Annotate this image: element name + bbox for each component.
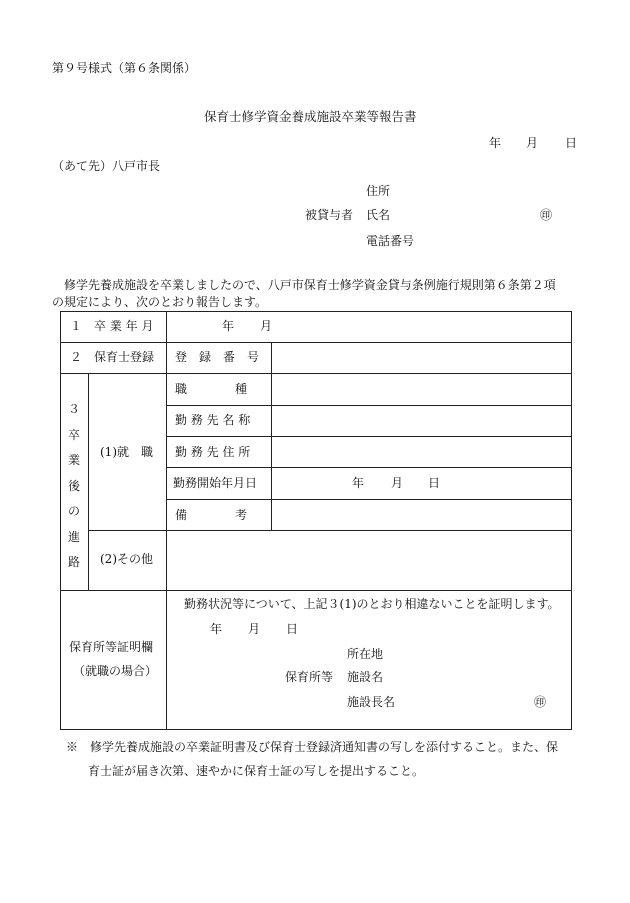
cert-day-unit: 日 xyxy=(286,622,299,636)
facility-group-label: 保育所等 xyxy=(285,670,334,684)
cert-year-unit: 年 xyxy=(210,622,223,636)
address-label: 住所 xyxy=(366,184,391,198)
other-label: (2)その他 xyxy=(100,552,153,566)
start-date-label: 勤務開始年月日 xyxy=(173,476,258,490)
date-year-label: 年 xyxy=(489,136,502,150)
facility-name-label: 施設名 xyxy=(347,670,384,684)
remarks-label: 備 考 xyxy=(175,508,248,522)
seal-mark: ㊞ xyxy=(540,208,553,222)
section3-vertical-label: ３ 卒 業 後 の 進 路 xyxy=(67,402,80,569)
page-title: 保育士修学資金養成施設卒業等報告書 xyxy=(204,109,417,124)
phone-label: 電話番号 xyxy=(366,234,415,248)
graduation-year-unit: 年 xyxy=(222,319,235,333)
note-line2: 育士証が届き次第、速やかに保育士証の写しを提出すること。 xyxy=(88,764,425,778)
borrower-role-label: 被貸与者 xyxy=(305,208,354,222)
graduation-month-label: １ 卒 業 年 月 xyxy=(70,319,154,333)
director-name-label: 施設長名 xyxy=(347,695,396,709)
graduation-month-unit: 月 xyxy=(260,319,273,333)
certification-label: 保育所等証明欄 xyxy=(69,640,154,654)
date-day-label: 日 xyxy=(565,136,578,150)
workplace-address-label: 勤 務 先 住 所 xyxy=(175,445,251,459)
registration-number-label: 登 録 番 号 xyxy=(175,350,260,364)
certification-statement: 勤務状況等について、上記３(1)のとおり相違ないことを証明します。 xyxy=(184,597,560,611)
addressee: （あて先）八戸市長 xyxy=(52,159,161,173)
certification-sub-label: （就職の場合） xyxy=(73,664,158,678)
cert-month-unit: 月 xyxy=(248,622,261,636)
director-seal-mark: ㊞ xyxy=(534,695,547,709)
date-month-label: 月 xyxy=(526,136,539,150)
name-label: 氏名 xyxy=(366,208,391,222)
start-day-unit: 日 xyxy=(428,476,441,490)
start-month-unit: 月 xyxy=(391,476,404,490)
job-type-label: 職 種 xyxy=(175,382,248,396)
location-label: 所在地 xyxy=(347,647,384,661)
form-number: 第９号様式（第６条関係） xyxy=(52,61,197,75)
nursery-registration-label: ２ 保育士登録 xyxy=(70,350,155,364)
note-line1: ※ 修学先養成施設の卒業証明書及び保育士登録済通知書の写しを添付すること。また、保 xyxy=(66,740,559,754)
start-year-unit: 年 xyxy=(352,476,365,490)
body-paragraph-line1: 修学先養成施設を卒業しましたので、八戸市保育士修学資金貸与条例施行規則第６条第２項 xyxy=(64,278,556,292)
employment-label: (1)就 職 xyxy=(100,445,153,459)
body-paragraph-line2: の規定により、次のとおり報告します。 xyxy=(52,295,268,309)
workplace-name-label: 勤 務 先 名 称 xyxy=(175,413,251,427)
